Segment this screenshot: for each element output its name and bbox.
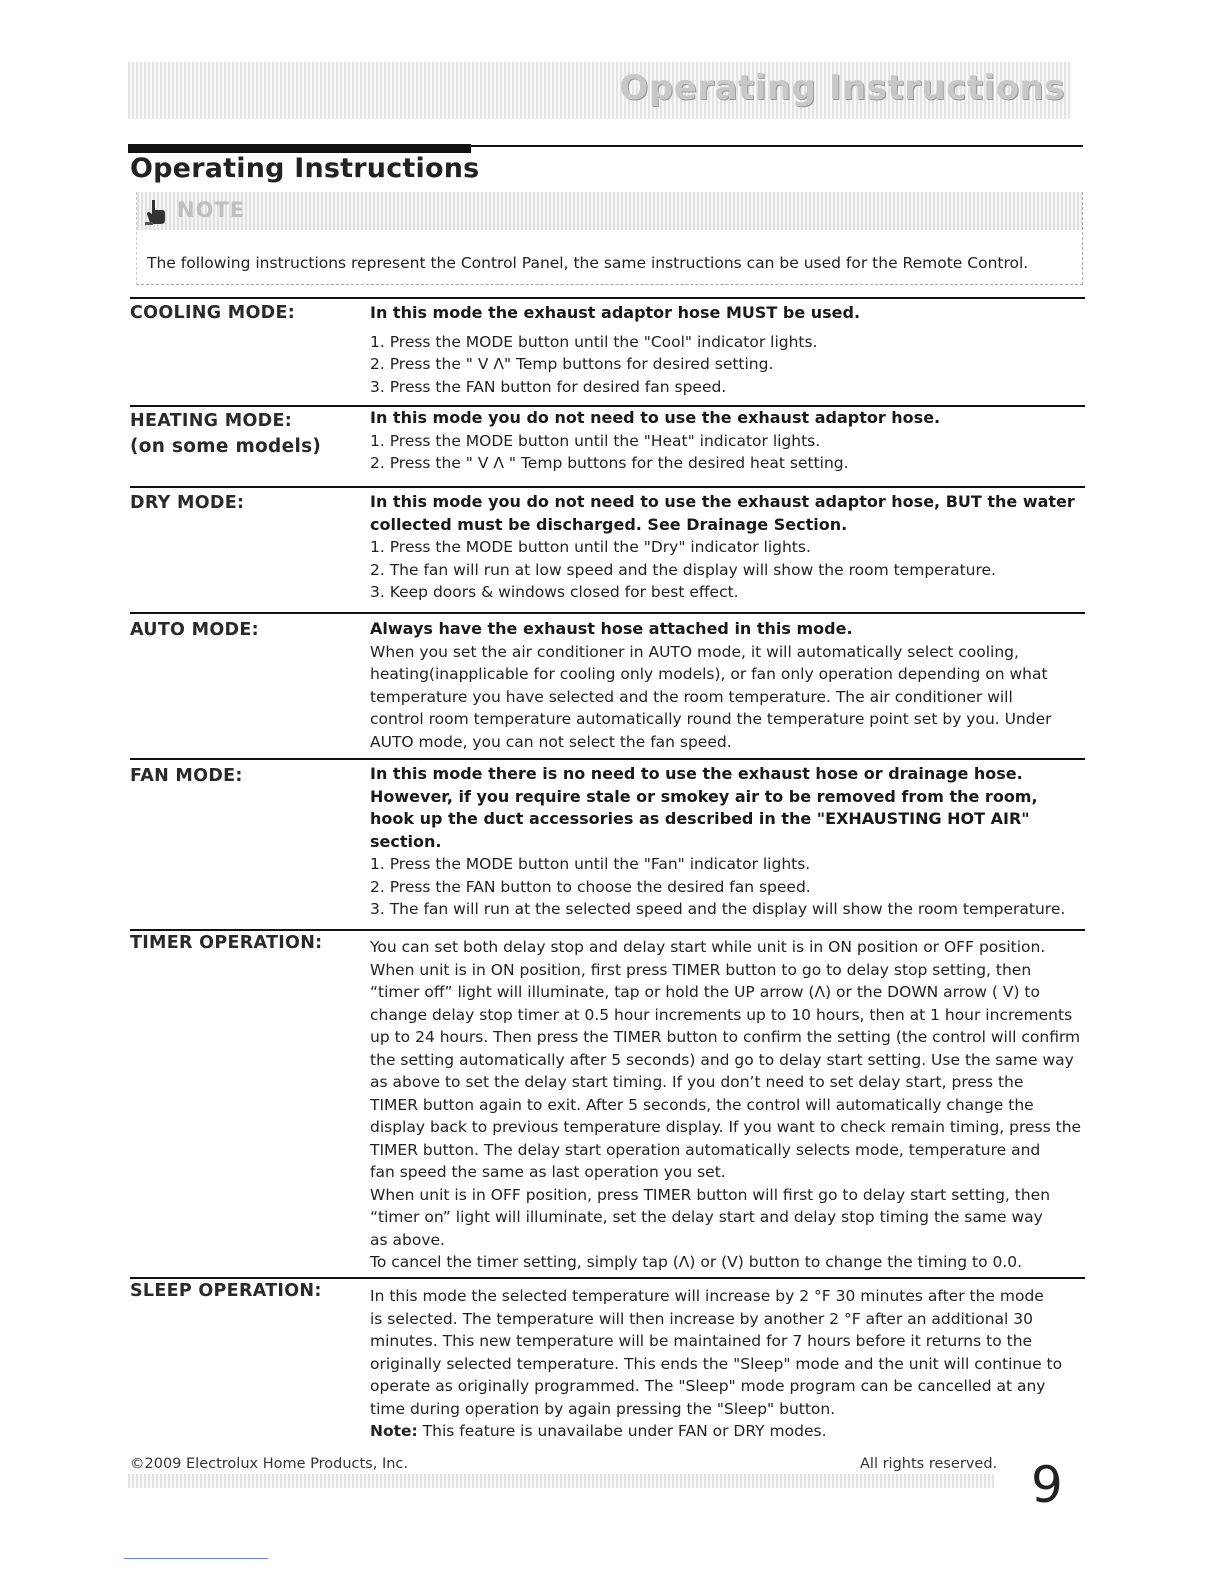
heating-step: 1. Press the MODE button until the "Heat" indicator lights. xyxy=(370,431,821,450)
bottom-divider xyxy=(124,1558,268,1559)
footer-rights: All rights reserved. xyxy=(860,1456,998,1472)
dry-step: 1. Press the MODE button until the "Dry" indicator lights. xyxy=(370,538,811,556)
sleep-note-label: Note: xyxy=(370,1422,418,1440)
sleep-section xyxy=(130,1277,1085,1447)
timer-line: up to 24 hours. Then press the TIMER button to confirm the setting (the control will confirm xyxy=(370,1028,1081,1046)
sleep-note-text: This feature is unavailabe under FAN or DRY modes. xyxy=(417,1422,827,1440)
dry-step: 2. The fan will run at low speed and the display will show the room temperature. xyxy=(370,560,996,579)
timer-line: You can set both delay stop and delay start while unit is in ON position or OFF position. xyxy=(370,938,1046,956)
timer-label: TIMER OPERATION: xyxy=(130,933,323,953)
sleep-line: is selected. The temperature will then increase by another 2 °F after an additional 30 xyxy=(370,1309,1034,1328)
auto-label: AUTO MODE: xyxy=(130,620,259,640)
dry-label: DRY MODE: xyxy=(130,493,245,513)
sleep-label: SLEEP OPERATION: xyxy=(130,1281,322,1301)
section-rule xyxy=(130,758,1085,760)
timer-line: When unit is in ON position, first press TIMER button to go to delay stop setting, then xyxy=(370,960,1032,979)
fan-section xyxy=(130,758,1085,928)
fan-body xyxy=(370,763,1115,921)
page-title: Operating Instructions xyxy=(130,153,480,184)
fan-step: 3. The fan will run at the selected speed and the display will show the room temperature. xyxy=(370,900,1066,918)
fan-lead: section. xyxy=(370,831,442,851)
section-rule xyxy=(130,297,1085,299)
dry-section xyxy=(130,486,1085,611)
timer-line: as above. xyxy=(370,1230,445,1249)
cooling-section xyxy=(130,297,1085,402)
timer-line: TIMER button. The delay start operation automatically selects mode, temperature and xyxy=(370,1140,1041,1159)
banner-title: Operating Instructions xyxy=(619,68,1065,108)
cooling-lead: In this mode the exhaust adaptor hose MUST be used. xyxy=(370,303,861,322)
footer-band xyxy=(128,1474,994,1488)
dry-body xyxy=(370,491,1115,604)
sleep-line: minutes. This new temperature will be maintained for 7 hours before it returns to the xyxy=(370,1332,1033,1350)
timer-line: fan speed the same as last operation you set. xyxy=(370,1163,726,1181)
fan-label: FAN MODE: xyxy=(130,766,243,786)
cooling-step: 3. Press the FAN button for desired fan speed. xyxy=(370,377,727,396)
auto-line: temperature you have selected and the room temperature. The air conditioner will xyxy=(370,687,1013,706)
fan-lead: However, if you require stale or smokey air to be removed from the room, xyxy=(370,786,1038,806)
timer-line: change delay stop timer at 0.5 hour increments up to 10 hours, then at 1 hour increments xyxy=(370,1005,1073,1024)
auto-body xyxy=(370,618,1115,753)
sleep-line: operate as originally programmed. The "Sleep" mode program can be cancelled at any xyxy=(370,1377,1046,1395)
cooling-step: 2. Press the " V Λ" Temp buttons for desired setting. xyxy=(370,355,774,373)
auto-line: When you set the air conditioner in AUTO mode, it will automatically select cooling, xyxy=(370,642,1019,661)
auto-line: control room temperature automatically round the temperature point set by you. Under xyxy=(370,710,1052,728)
cooling-body xyxy=(370,302,1115,398)
heating-step: 2. Press the " V Λ " Temp buttons for the desired heat setting. xyxy=(370,454,849,472)
section-rule xyxy=(130,612,1085,614)
footer-copyright: ©2009 Electrolux Home Products, Inc. xyxy=(130,1456,409,1472)
dry-lead: collected must be discharged. See Drainage Section. xyxy=(370,514,848,534)
section-rule xyxy=(130,486,1085,488)
auto-lead: Always have the exhaust hose attached in this mode. xyxy=(370,619,853,638)
timer-line: To cancel the timer setting, simply tap (Λ) or (V) button to change the timing to 0.0. xyxy=(370,1253,1023,1271)
sleep-line: time during operation by again pressing the "Sleep" button. xyxy=(370,1399,836,1418)
timer-line: TIMER button again to exit. After 5 seconds, the control will automatically change the xyxy=(370,1095,1034,1114)
fan-step: 2. Press the FAN button to choose the desired fan speed. xyxy=(370,877,811,896)
auto-section xyxy=(130,612,1085,757)
fan-lead: hook up the duct accessories as described in the "EXHAUSTING HOT AIR" xyxy=(370,809,1030,828)
timer-line: “timer on” light will illuminate, set the delay start and delay stop timing the same way xyxy=(370,1208,1043,1226)
fan-step: 1. Press the MODE button until the "Fan" indicator lights. xyxy=(370,855,811,873)
sleep-body xyxy=(370,1285,1115,1443)
timer-line: as above to set the delay start timing. If you don’t need to set delay start, press the xyxy=(370,1073,1024,1091)
auto-line: heating(inapplicable for cooling only models), or fan only operation depending on what xyxy=(370,665,1048,683)
timer-line: When unit is in OFF position, press TIMER button will first go to delay start setting, then xyxy=(370,1185,1051,1204)
auto-line: AUTO mode, you can not select the fan speed. xyxy=(370,732,732,751)
note-box xyxy=(136,192,1083,285)
heating-body xyxy=(370,407,1115,475)
timer-line: the setting automatically after 5 seconds) and go to delay start setting. Use the same way xyxy=(370,1050,1074,1069)
note-label: NOTE xyxy=(177,198,246,222)
pointing-hand-icon xyxy=(143,198,169,226)
timer-line: display back to previous temperature display. If you want to check remain timing, press the xyxy=(370,1118,1082,1136)
note-text: The following instructions represent the Control Panel, the same instructions can be used for the Remote Control. xyxy=(147,254,1029,272)
timer-body xyxy=(370,936,1115,1274)
heating-lead: In this mode you do not need to use the exhaust adaptor hose. xyxy=(370,408,941,427)
sleep-note xyxy=(370,1420,1115,1443)
timer-line: “timer off” light will illuminate, tap or hold the UP arrow (Λ) or the DOWN arrow ( V) to xyxy=(370,983,1040,1001)
title-rule-thick xyxy=(128,144,471,153)
sleep-line: originally selected temperature. This ends the "Sleep" mode and the unit will continue to xyxy=(370,1354,1063,1373)
page-number: 9 xyxy=(1031,1456,1063,1514)
cooling-step: 1. Press the MODE button until the "Cool" indicator lights. xyxy=(370,332,818,351)
note-bar xyxy=(137,192,1082,230)
cooling-label: COOLING MODE: xyxy=(130,303,296,323)
fan-lead: In this mode there is no need to use the exhaust hose or drainage hose. xyxy=(370,764,1023,783)
heating-section xyxy=(130,405,1085,485)
header-banner xyxy=(128,62,1071,119)
dry-lead: In this mode you do not need to use the exhaust adaptor hose, BUT the water xyxy=(370,492,1075,511)
timer-section xyxy=(130,929,1085,1274)
sleep-line: In this mode the selected temperature will increase by 2 °F 30 minutes after the mode xyxy=(370,1287,1044,1305)
heating-label: HEATING MODE: xyxy=(130,411,293,431)
heating-label-note: (on some models) xyxy=(130,436,322,457)
dry-step: 3. Keep doors & windows closed for best effect. xyxy=(370,583,739,601)
